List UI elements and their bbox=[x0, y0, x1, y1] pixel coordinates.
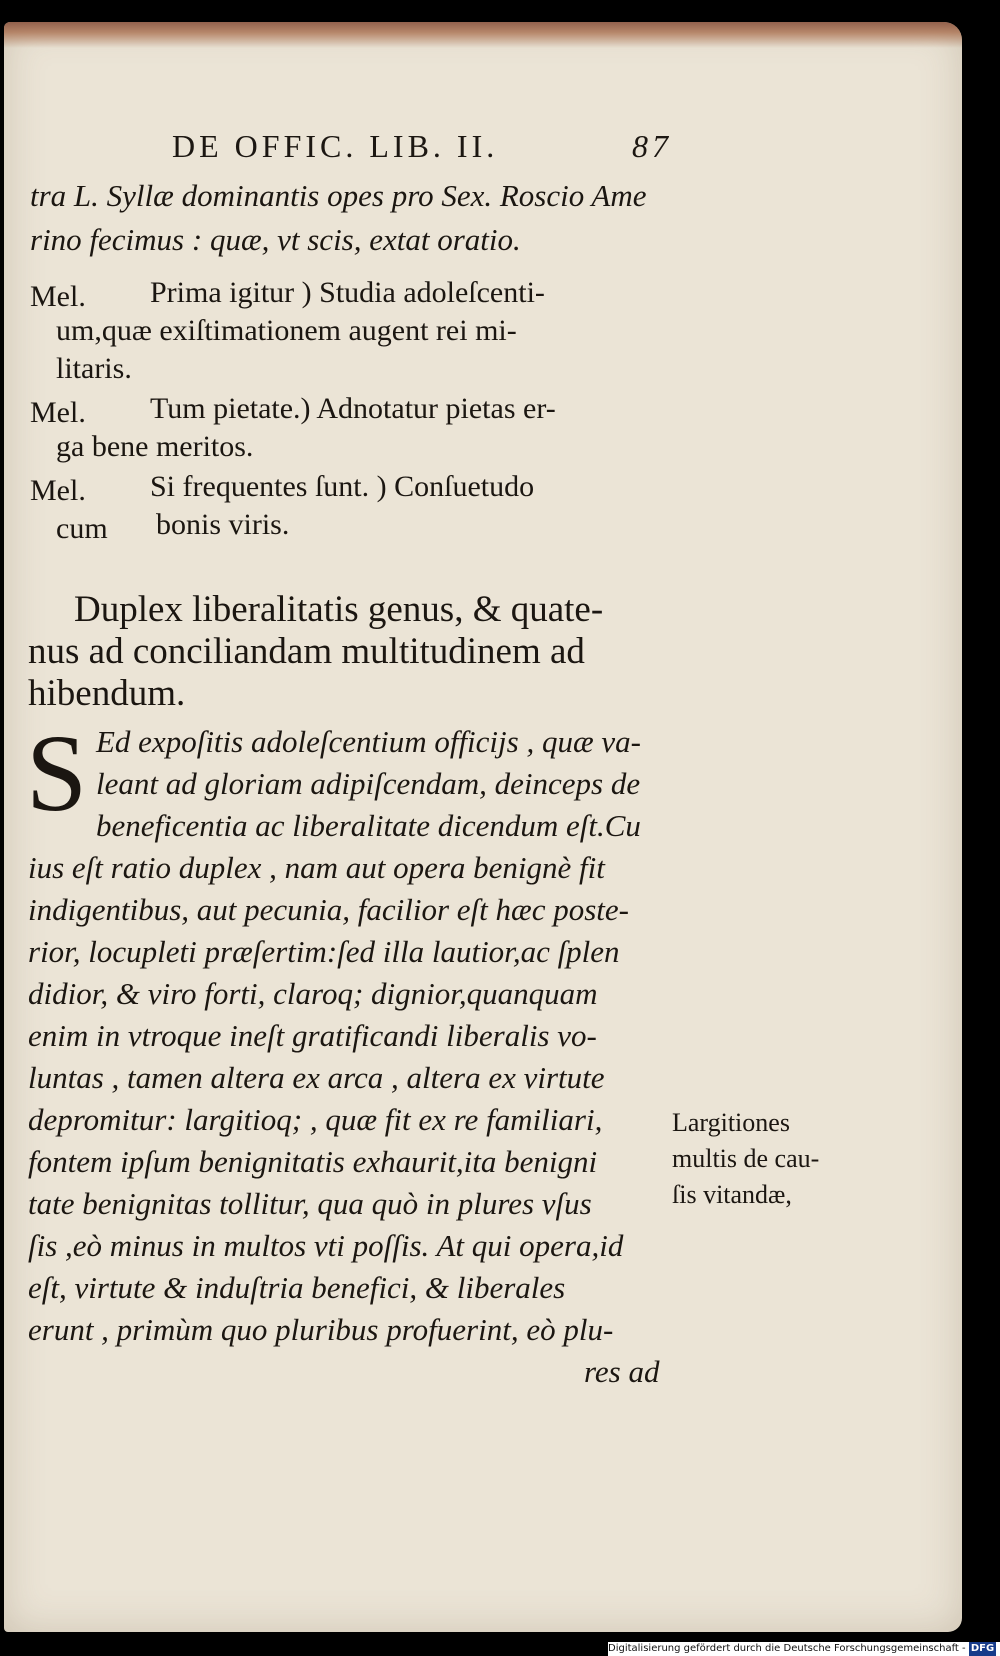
catchword: res ad bbox=[584, 1354, 660, 1389]
text-line: fontem ipſum benignitatis exhaurit,ita benigni bbox=[28, 1144, 598, 1179]
text-line: rior, locupleti præſertim:ſed illa lautior,ac ſplen bbox=[28, 934, 620, 969]
text-line: eſt, virtute & induſtria benefici, & liberales bbox=[28, 1270, 566, 1305]
note-label: Mel. bbox=[30, 280, 86, 313]
note-text: Prima igitur ) Studia adoleſcenti- bbox=[150, 276, 545, 309]
text-line: depromitur: largitioq; , quæ fit ex re familiari, bbox=[28, 1102, 603, 1137]
text-line: leant ad gloriam adipiſcendam, deinceps de bbox=[96, 766, 641, 801]
note-text: Si frequentes ſunt. ) Conſuetudo bbox=[150, 470, 535, 503]
text-line: ſis ,eò minus in multos vti poſſis. At qui opera,id bbox=[28, 1228, 624, 1263]
page-number: 87 bbox=[632, 128, 672, 164]
note-text: litaris. bbox=[56, 352, 132, 385]
text-line: indigentibus, aut pecunia, facilior eſt hæc poste- bbox=[28, 892, 629, 927]
text-line: erunt , primùm quo pluribus profuerint, eò plu- bbox=[28, 1312, 614, 1347]
credit-text: Digitalisierung gefördert durch die Deutsche Forschungsgemeinschaft - bbox=[608, 1643, 969, 1654]
text-line: rino fecimus : quæ, vt scis, extat oratio. bbox=[30, 222, 521, 257]
text-line: luntas , tamen altera ex arca , altera ex virtute bbox=[28, 1060, 605, 1095]
text-line: ius eſt ratio duplex , nam aut opera benignè fit bbox=[28, 850, 605, 885]
marginal-note-line: multis de cau- bbox=[672, 1144, 820, 1173]
note-text: bonis viris. bbox=[156, 508, 290, 541]
note-text: um,quæ exiſtimationem augent rei mi- bbox=[56, 314, 517, 347]
section-heading: nus ad conciliandam multitudinem ad bbox=[28, 631, 585, 672]
running-header bbox=[172, 128, 672, 168]
text-line: beneficentia ac liberalitate dicendum eſt.Cu bbox=[96, 808, 641, 843]
text-line: enim in vtroque ineſt gratificandi liberalis vo- bbox=[28, 1018, 597, 1053]
note-text: Tum pietate.) Adnotatur pietas er- bbox=[150, 392, 556, 425]
text-line: Ed expoſitis adoleſcentium officijs , quæ va- bbox=[96, 724, 641, 759]
section-heading: Duplex liberalitatis genus, & quate- bbox=[74, 589, 604, 630]
digitization-credit bbox=[608, 1642, 1000, 1656]
page-top-edge bbox=[4, 22, 962, 48]
text-line: tra L. Syllæ dominantis opes pro Sex. Roscio Ame bbox=[30, 178, 647, 213]
text-line: tate benignitas tollitur, qua quò in plures vſus bbox=[28, 1186, 592, 1221]
marginal-note-line: ſis vitandæ, bbox=[672, 1180, 792, 1209]
text-line: didior, & viro forti, claroq; dignior,quanquam bbox=[28, 976, 598, 1011]
drop-cap: S bbox=[26, 712, 88, 834]
section-heading: hibendum. bbox=[28, 673, 186, 714]
note-text: ga bene meritos. bbox=[56, 430, 254, 463]
dfg-logo: DFG bbox=[970, 1643, 995, 1654]
header-title: DE OFFIC. LIB. II. bbox=[172, 128, 499, 164]
note-label: Mel. bbox=[30, 474, 86, 507]
note-label: Mel. bbox=[30, 396, 86, 429]
note-text: cum bbox=[56, 512, 108, 545]
marginal-note-line: Largitiones bbox=[672, 1108, 790, 1137]
